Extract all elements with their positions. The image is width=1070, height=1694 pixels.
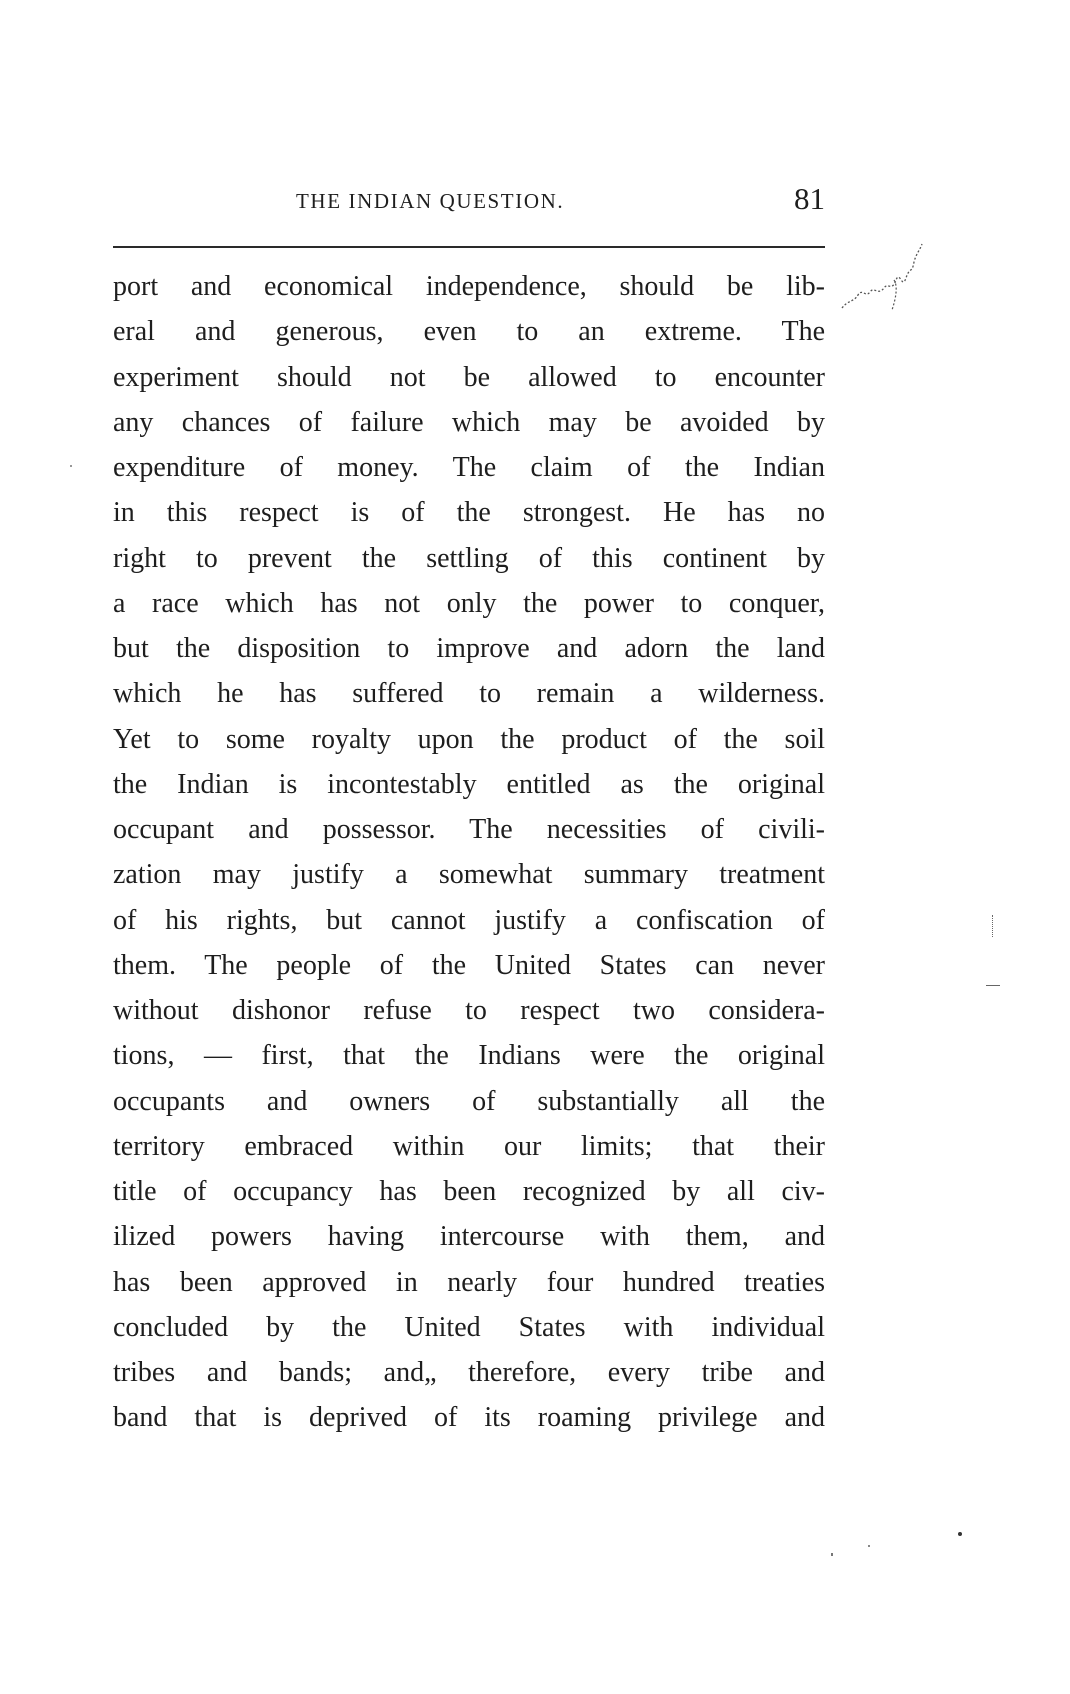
text-line: in this respect is of the strongest. He has no (113, 497, 825, 529)
running-head (113, 183, 825, 223)
text-line: of his rights, but cannot justify a confiscation of (113, 904, 825, 936)
text-line: any chances of failure which may be avoided by (113, 406, 825, 438)
header-rule (113, 246, 825, 248)
text-line: band that is deprived of its roaming privilege and (113, 1402, 825, 1434)
text-line: has been approved in nearly four hundred treaties (113, 1266, 825, 1298)
text-line: occupant and possessor. The necessities of civili- (113, 814, 825, 845)
text-line: port and economical independence, should be lib- (113, 271, 825, 302)
text-line: Yet to some royalty upon the product of the soil (113, 723, 825, 755)
page-number: 81 (794, 181, 825, 216)
margin-mark (986, 985, 1000, 986)
text-line: ilized powers having intercourse with them, and (113, 1221, 825, 1253)
speck (958, 1532, 962, 1536)
text-line: them. The people of the United States can never (113, 949, 825, 981)
text-line: the Indian is incontestably entitled as the original (113, 768, 825, 800)
margin-pencil-mark (840, 240, 960, 340)
text-line: title of occupancy has been recognized by all civ- (113, 1176, 825, 1207)
text-line: territory embraced within our limits; that their (113, 1130, 825, 1162)
speck (868, 1545, 870, 1547)
body-text (113, 264, 825, 1441)
text-line: experiment should not be allowed to encounter (113, 361, 825, 393)
speck (831, 1553, 833, 1556)
text-line: expenditure of money. The claim of the Indian (113, 452, 825, 483)
text-line: concluded by the United States with individual (113, 1311, 825, 1343)
text-line: tions, — first, that the Indians were the original (113, 1040, 825, 1072)
text-line: without dishonor refuse to respect two considera- (113, 995, 825, 1026)
running-title: THE INDIAN QUESTION. (296, 189, 565, 213)
text-line: zation may justify a somewhat summary treatment (113, 859, 825, 891)
text-line: right to prevent the settling of this continent by (113, 542, 825, 574)
margin-mark (992, 915, 1001, 937)
text-line: a race which has not only the power to conquer, (113, 587, 825, 619)
text-line: eral and generous, even to an extreme. The (113, 316, 825, 348)
text-line: but the disposition to improve and adorn the land (113, 633, 825, 664)
text-line: occupants and owners of substantially all the (113, 1085, 825, 1117)
speck (70, 465, 72, 467)
text-line: tribes and bands; and„ therefore, every tribe and (113, 1357, 825, 1388)
text-line: which he has suffered to remain a wilderness. (113, 678, 825, 710)
